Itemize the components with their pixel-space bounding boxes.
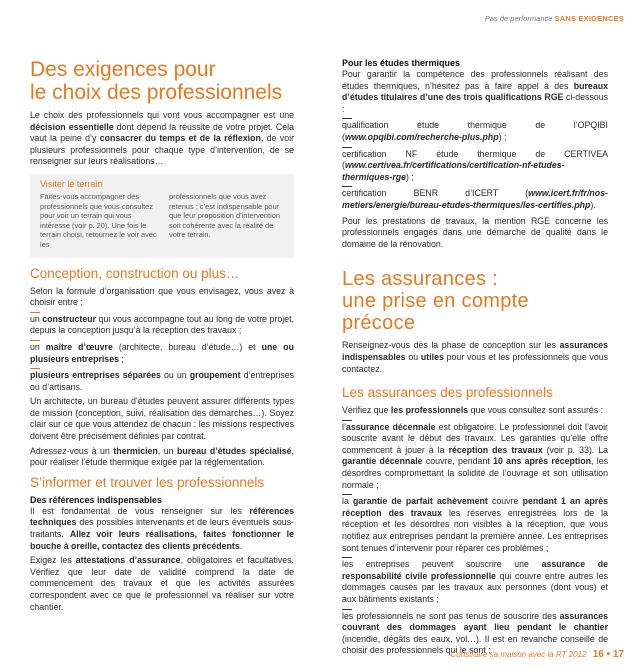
right-column [342, 58, 608, 660]
bold-run: maître d’œuvre [45, 341, 113, 352]
dash-marker [342, 420, 352, 421]
bold-run: assurance de responsabilité civile professionnelle [342, 559, 608, 581]
running-header [485, 14, 624, 23]
main-title [30, 58, 294, 104]
intro-paragraph [30, 110, 294, 168]
text-run: ci-dessous : [342, 92, 608, 114]
bold-run: Allez voir leurs réalisations, faites fonctionner le bouche à oreille, contactez des clients précédents [30, 529, 294, 551]
text-run: (architecte, bureau d’étude…) et [112, 341, 262, 352]
bold-run: une ou plusieurs entreprises [30, 341, 294, 364]
text-run: l’ [342, 421, 346, 432]
thermicien-paragraph [30, 446, 294, 469]
option-maitre-oeuvre [30, 342, 294, 365]
box-col1: Faites-vous accompagner des professionnels que vous consultez pour voir un terrain qui vous intéresse (voir p. 20). Une fois le terrain choisi, retournez le voir avec les [40, 191, 157, 249]
url-text[interactable]: www.opqibi.com/recherche-plus.php [344, 131, 499, 142]
text-run: les professionnels ne sont pas tenus de souscrire des [342, 610, 560, 621]
assurances-pros-title: Les assurances des professionnels [342, 385, 553, 401]
bold-run: références techniques [30, 505, 294, 528]
text-run: certification NF étude thermique de CERTIVEA ( [342, 148, 608, 171]
thermal-subtitle: Pour les études thermiques [342, 58, 461, 68]
text-run: les entreprises peuvent souscrire une [342, 559, 542, 570]
box-title: Visiter le terrain [40, 178, 103, 189]
text-run: pour vous et les professionnels que vous contactez. [342, 351, 608, 374]
bold-run: bureau d’études spécialisé [177, 445, 292, 456]
dash-marker [30, 312, 40, 313]
section-conception-title: Conception, construction ou plus… [30, 265, 240, 281]
left-column [30, 58, 294, 616]
certification-certivea [342, 149, 608, 184]
text-run: couvre [487, 496, 523, 507]
text-run: que vous consultez sont assurés : [468, 405, 604, 416]
dash-marker [342, 147, 352, 148]
assurance-decennale [342, 422, 608, 492]
assurances-title-line1: Les assurances : [342, 268, 498, 291]
text-run: la [342, 496, 354, 507]
bold-run: constructeur [42, 313, 97, 324]
dash-marker [342, 186, 352, 187]
text-run: couvre, pendant [422, 456, 494, 467]
responsabilite-civile [342, 559, 608, 605]
text-run: qualification étude thermique de l’OPQIBI ( [342, 120, 608, 142]
text-run: est obligatoire. Le professionnel doit l’avoir souscrite avant le début des travaux. Les garanties qu’elle offre commencent à jouer à la [342, 421, 608, 455]
attestations-paragraph [30, 555, 294, 613]
certification-icert [342, 188, 608, 211]
text-run: Exigez les [30, 555, 76, 566]
rge-paragraph: Pour les prestations de travaux, la mention RGE concerne les professionnels engagés dans une démarche de qualité dans le domaine de la rénovation. [342, 215, 608, 249]
references-subtitle: Des références indispensables [30, 494, 163, 505]
bold-run: décision essentielle [30, 121, 114, 132]
text-run: , obligatoires et facultatives. Vérifiez que leur date de validité comprend la date de commencement des travaux et que les activités assurées correspondent avec ce que le professionnel va réaliser sur votre chantier. [30, 555, 294, 612]
option-constructeur [30, 314, 294, 337]
assurances-title-line2: une prise en compte précoce [342, 290, 529, 335]
bold-run: bureaux d’études titulaires d’une des trois qualifications RGE [342, 80, 608, 103]
text-run: ). [590, 199, 596, 210]
text-run: (voir p. 33). La [542, 444, 609, 455]
text-run: , de voir plusieurs professionnels pour chaque type d’intervention, de se renseigner sur leurs réalisations… [30, 133, 295, 167]
text-run: un [30, 313, 43, 324]
text-run: un [30, 341, 46, 352]
text-run: ) ; [498, 131, 507, 142]
text-run: qui couvre entre autres les dommages causés par les travaux aux personnes (dont vous) et aux bâtiments existants ; [342, 570, 608, 604]
text-run: ou [405, 351, 421, 362]
bold-run: réception des travaux [448, 444, 543, 455]
url-text[interactable]: www.icert.fr/fr/nos-metiers/energie/bureau-etudes-thermiques/les-certifies.php [342, 188, 608, 210]
bold-run: garantie décennale [342, 456, 423, 467]
text-run: , les désordres compromettant la solidité de l’ouvrage et son utilisation normale ; [342, 456, 608, 490]
bold-run: garantie de parfait achèvement [353, 496, 488, 507]
running-header-brand: SANS EXIGENCES [554, 14, 624, 23]
section-informer-title: S’informer et trouver les professionnels [30, 474, 265, 490]
section-conception-intro: Selon la formule d’organisation que vous envisagez, vous avez à choisir entre : [30, 285, 294, 308]
text-run: ou un [160, 370, 190, 381]
text-run: Adressez-vous à un [30, 445, 114, 456]
bold-run: pendant 1 an après réception des travaux [342, 496, 608, 518]
text-run: , un [157, 445, 178, 456]
assurances-title [342, 268, 608, 334]
bold-run: utiles [420, 351, 444, 362]
dash-marker [30, 340, 40, 341]
bold-run: 10 ans après réception [493, 456, 591, 467]
dash-marker [30, 368, 40, 369]
main-title-line1: Des exigences pour [30, 58, 216, 81]
bold-run: les professionnels [390, 405, 469, 416]
running-header-prefix: Pas de performance [484, 14, 553, 23]
dash-marker [342, 494, 352, 495]
assurances-intro [342, 340, 608, 375]
bold-run: thermicien [113, 445, 158, 456]
text-run: , pour réaliser l’étude thermique exigée par la réglementation. [30, 445, 294, 468]
missions-paragraph: Un architecte, un bureau d’études peuvent assurer différents types de mission (conception, suivi, réalisation des démarches…). Soyez clair sur ce que vous attendez de chacun : les missions respectives doivent être précisément définies par contrat. [30, 396, 294, 442]
bold-run: attestations d’assurance [75, 555, 181, 566]
thermal-paragraph [342, 69, 608, 115]
page-numbers: 16 • 17 [592, 649, 624, 660]
page-footer [451, 649, 624, 660]
bold-run: plusieurs entreprises séparées [30, 370, 161, 381]
text-run: les réserves enregistrées lors de la réception et les désordres non visibles à la réception, que vous notifiez aux entreprises pendant la première année. Les entreprises sont tenues d’intervenir pour réparer ces problèmes ; [342, 507, 609, 553]
bold-run: groupement [189, 370, 241, 381]
text-run: Renseignez-vous dès la phase de conception sur les [342, 340, 560, 351]
references-paragraph [30, 506, 294, 552]
footer-title: Construire sa maison avec la RT 2012 [450, 650, 587, 659]
text-run: certification BENR d’ICERT ( [342, 188, 529, 199]
text-run: ) ; [406, 171, 414, 182]
text-run: des possibles intervenants et de leurs éventuels sous-traitants. [30, 517, 294, 540]
text-run: Le choix des professionnels qui vont vous accompagner est une [30, 110, 294, 120]
qualification-opqibi [342, 120, 608, 143]
bold-run: assurances indispensables [342, 340, 608, 362]
bold-run: assurances couvrant des dommages ayant lieu pendant le chantier [342, 610, 608, 633]
text-run: ; [118, 353, 124, 364]
bold-run: consacrer du temps et de la réflexion [99, 133, 261, 144]
box-col2: professionnels que vous avez retenus ; c’est indispensable pour que leur proposition d’intervention soit cohérente avec la réalité de votre terrain. [169, 191, 280, 240]
text-run: Il est fondamental de vous renseigner sur les [30, 505, 250, 516]
text-run: d’entreprises ou d’artisans. [30, 370, 294, 392]
url-text[interactable]: www.certivea.fr/certifications/certification-nf-etudes-thermiques-rge [342, 160, 565, 182]
text-run: Pour garantir la compétence des professionnels réalisant des études thermiques, n’hésitez pas à faire appel à des [342, 69, 608, 91]
dash-marker [342, 609, 352, 610]
visit-terrain-box [30, 174, 294, 258]
main-title-line2: le choix des professionnels [30, 81, 283, 104]
garantie-parfait-achevement [342, 496, 608, 554]
bold-run: assurance décennale [345, 421, 436, 432]
dash-marker [342, 118, 352, 119]
dash-marker [342, 557, 352, 558]
text-run: Vérifiez que [342, 405, 391, 416]
assurances-pros-intro [342, 405, 608, 417]
text-run: dont dépend la réussite de votre projet. Cela vaut la peine d’y [30, 121, 295, 144]
text-run: (incendie, dégâts des eaux, vol…). Il est en revanche conseillé de choisir des professionnels qui le sont ; [342, 633, 608, 656]
option-entreprises [30, 370, 294, 393]
text-run: . [239, 540, 243, 551]
text-run: qui vous accompagne tout au long de votre projet, depuis la conception jusqu’à la réception des travaux ; [30, 313, 294, 336]
